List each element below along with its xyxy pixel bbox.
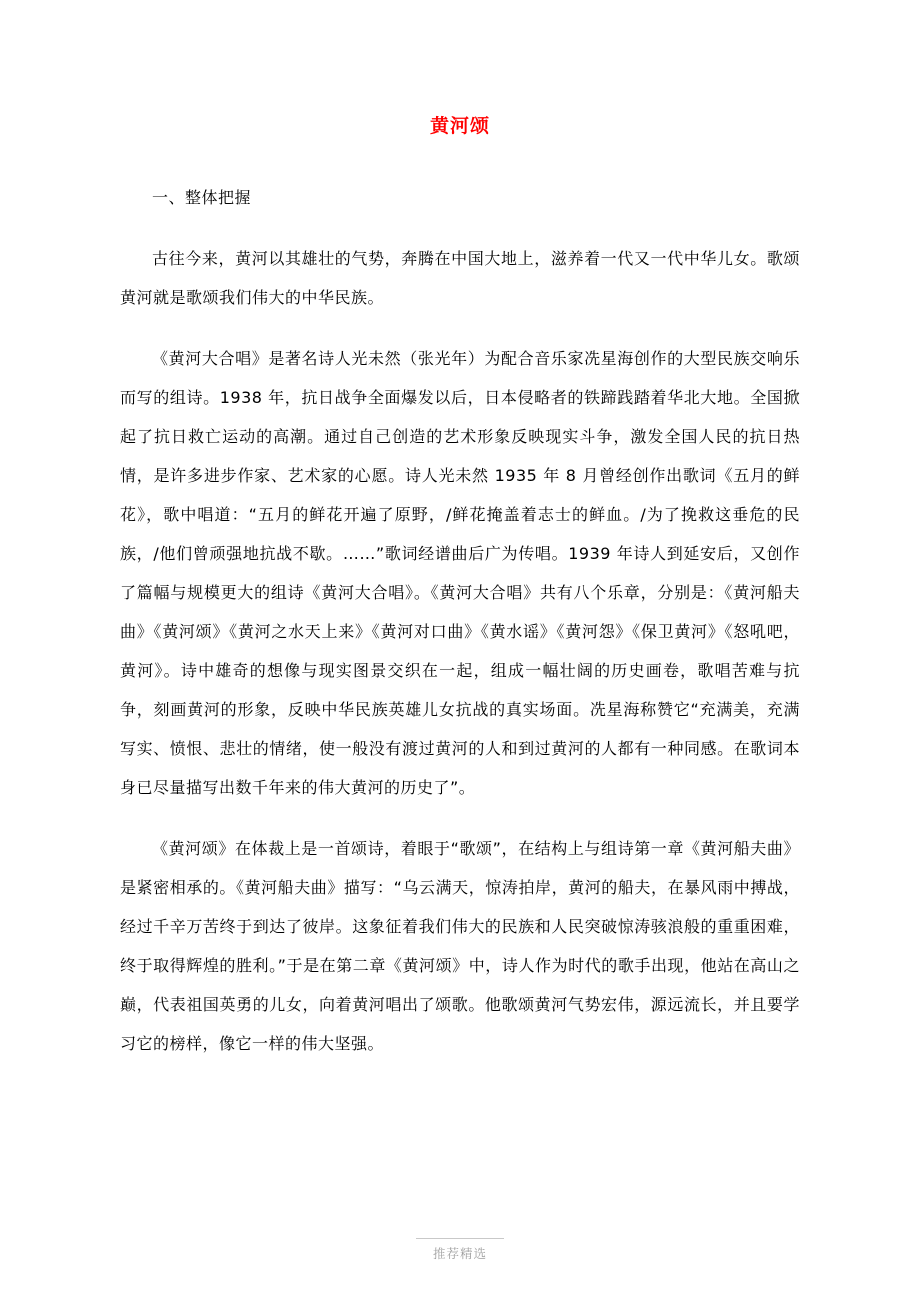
page-footer bbox=[0, 1238, 920, 1262]
footer-watermark: 推荐精选 bbox=[432, 1246, 487, 1261]
paragraph-ode-structure: 《黄河颂》在体裁上是一首颂诗，着眼于“歌颂”，在结构上与组诗第一章《黄河船夫曲》是紧密相承的。《黄河船夫曲》描写：“乌云满天，惊涛拍岸，黄河的船夫，在暴风雨中搏战，经过千辛万苦终于到达了彼岸。这象征着我们伟大的民族和人民突破惊涛骇浪般的重重困难，终于取得辉煌的胜利。”于是在第二章《黄河颂》中，诗人作为时代的歌手出现，他站在高山之巅，代表祖国英勇的儿女，向着黄河唱出了颂歌。他歌颂黄河气势宏伟，源远流长，并且要学习它的榜样，像它一样的伟大坚强。 bbox=[120, 839, 800, 1053]
paragraph-cantata-background: 《黄河大合唱》是著名诗人光未然（张光年）为配合音乐家冼星海创作的大型民族交响乐而写的组诗。1938 年，抗日战争全面爆发以后，日本侵略者的铁蹄践踏着华北大地。全国掀起了抗日救亡运动的高潮。通过自己创造的艺术形象反映现实斗争，激发全国人民的抗日热情，是许多进步作家、艺术家的心愿。诗人光未然 1935 年 8 月曾经创作出歌词《五月的鲜花》，歌中唱道：“五月的鲜花开遍了原野，/鲜花掩盖着志士的鲜血。/为了挽救这垂危的民族，/他们曾顽强地抗战不歇。……”歌词经谱曲后广为传唱。1939 年诗人到延安后，又创作了篇幅与规模更大的组诗《黄河大合唱》。《黄河大合唱》共有八个乐章，分别是：《黄河船夫曲》《黄河颂》《黄河之水天上来》《黄河对口曲》《黄水谣》《黄河怨》《保卫黄河》《怒吼吧，黄河》。诗中雄奇的想像与现实图景交织在一起，组成一幅壮阔的历史画卷，歌唱苦难与抗争，刻画黄河的形象，反映中华民族英雄儿女抗战的真实场面。冼星海称赞它“充满美，充满写实、愤恨、悲壮的情绪，使一般没有渡过黄河的人和到过黄河的人都有一种同感。在歌词本身已尽量描写出数千年来的伟大黄河的历史了”。 bbox=[120, 349, 800, 797]
paragraph-intro: 古往今来，黄河以其雄壮的气势，奔腾在中国大地上，滋养着一代又一代中华儿女。歌颂黄河就是歌颂我们伟大的中华民族。 bbox=[120, 249, 800, 307]
document-title: 黄河颂 bbox=[429, 115, 490, 137]
footer-divider bbox=[416, 1238, 504, 1239]
section-heading: 一、整体把握 bbox=[152, 188, 252, 207]
